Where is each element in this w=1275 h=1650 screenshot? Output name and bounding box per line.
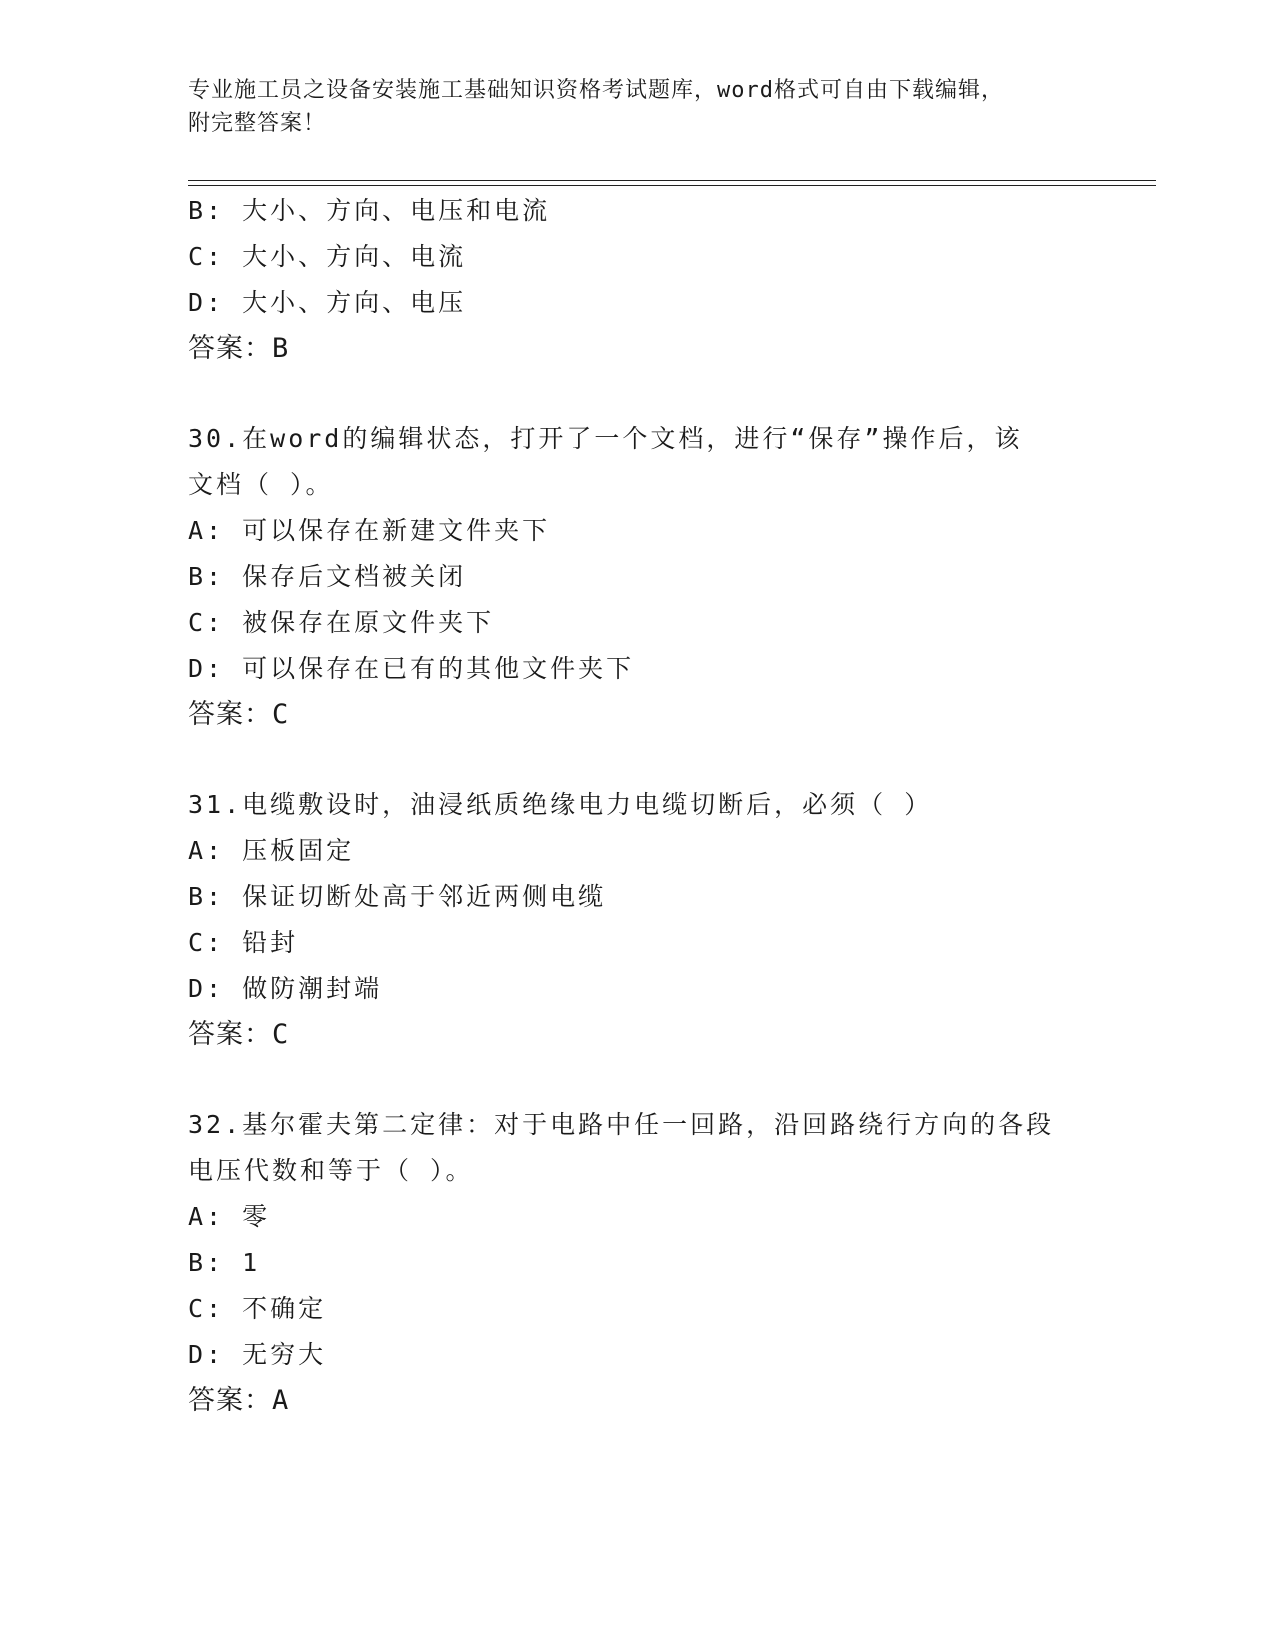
option-c: C: 大小、方向、电流 [188, 242, 467, 271]
question-stem-line-2: 文档（ ）。 [188, 470, 334, 499]
question-stem-line-1: 31.电缆敷设时，油浸纸质绝缘电力电缆切断后，必须（ ） [188, 790, 933, 819]
answer-line [188, 1378, 1088, 1424]
question-list [188, 188, 1088, 1424]
option-c: C: 被保存在原文件夹下 [188, 608, 495, 637]
question-30 [188, 416, 1088, 738]
answer-label: 答案： [188, 699, 272, 730]
answer-line [188, 326, 1088, 372]
answer-line [188, 1012, 1088, 1058]
header-divider-top [188, 180, 1156, 181]
document-header [188, 74, 1088, 140]
header-line-1: 专业施工员之设备安装施工基础知识资格考试题库，word格式可自由下载编辑， [188, 78, 1004, 103]
answer-label: 答案： [188, 1385, 272, 1416]
header-line-2: 附完整答案！ [188, 111, 327, 136]
answer-value: C [272, 699, 290, 730]
answer-value: A [272, 1385, 290, 1416]
question-stem-line-1: 32.基尔霍夫第二定律：对于电路中任一回路，沿回路绕行方向的各段 [188, 1110, 1055, 1139]
option-d: D: 做防潮封端 [188, 974, 383, 1003]
answer-value: B [272, 333, 290, 364]
option-b: B: 1 [188, 1248, 261, 1277]
option-a: A: 可以保存在新建文件夹下 [188, 516, 551, 545]
option-b: B: 保证切断处高于邻近两侧电缆 [188, 882, 607, 911]
question-stem-line-1: 30.在word的编辑状态，打开了一个文档，进行“保存”操作后，该 [188, 424, 1023, 453]
question-spacer [188, 372, 1088, 416]
option-a: A: 零 [188, 1202, 271, 1231]
question-32 [188, 1102, 1088, 1424]
question-31 [188, 782, 1088, 1058]
answer-label: 答案： [188, 1019, 272, 1050]
header-divider-bottom [188, 185, 1156, 186]
option-c: C: 铅封 [188, 928, 299, 957]
answer-value: C [272, 1019, 290, 1050]
option-a: A: 压板固定 [188, 836, 355, 865]
question-29 [188, 188, 1088, 372]
option-b: B: 大小、方向、电压和电流 [188, 196, 551, 225]
option-d: D: 大小、方向、电压 [188, 288, 467, 317]
question-spacer [188, 1058, 1088, 1102]
question-spacer [188, 738, 1088, 782]
option-b: B: 保存后文档被关闭 [188, 562, 467, 591]
option-c: C: 不确定 [188, 1294, 327, 1323]
answer-line [188, 692, 1088, 738]
option-d: D: 无穷大 [188, 1340, 327, 1369]
option-d: D: 可以保存在已有的其他文件夹下 [188, 654, 635, 683]
answer-label: 答案： [188, 333, 272, 364]
question-stem-line-2: 电压代数和等于（ ）。 [188, 1156, 474, 1185]
